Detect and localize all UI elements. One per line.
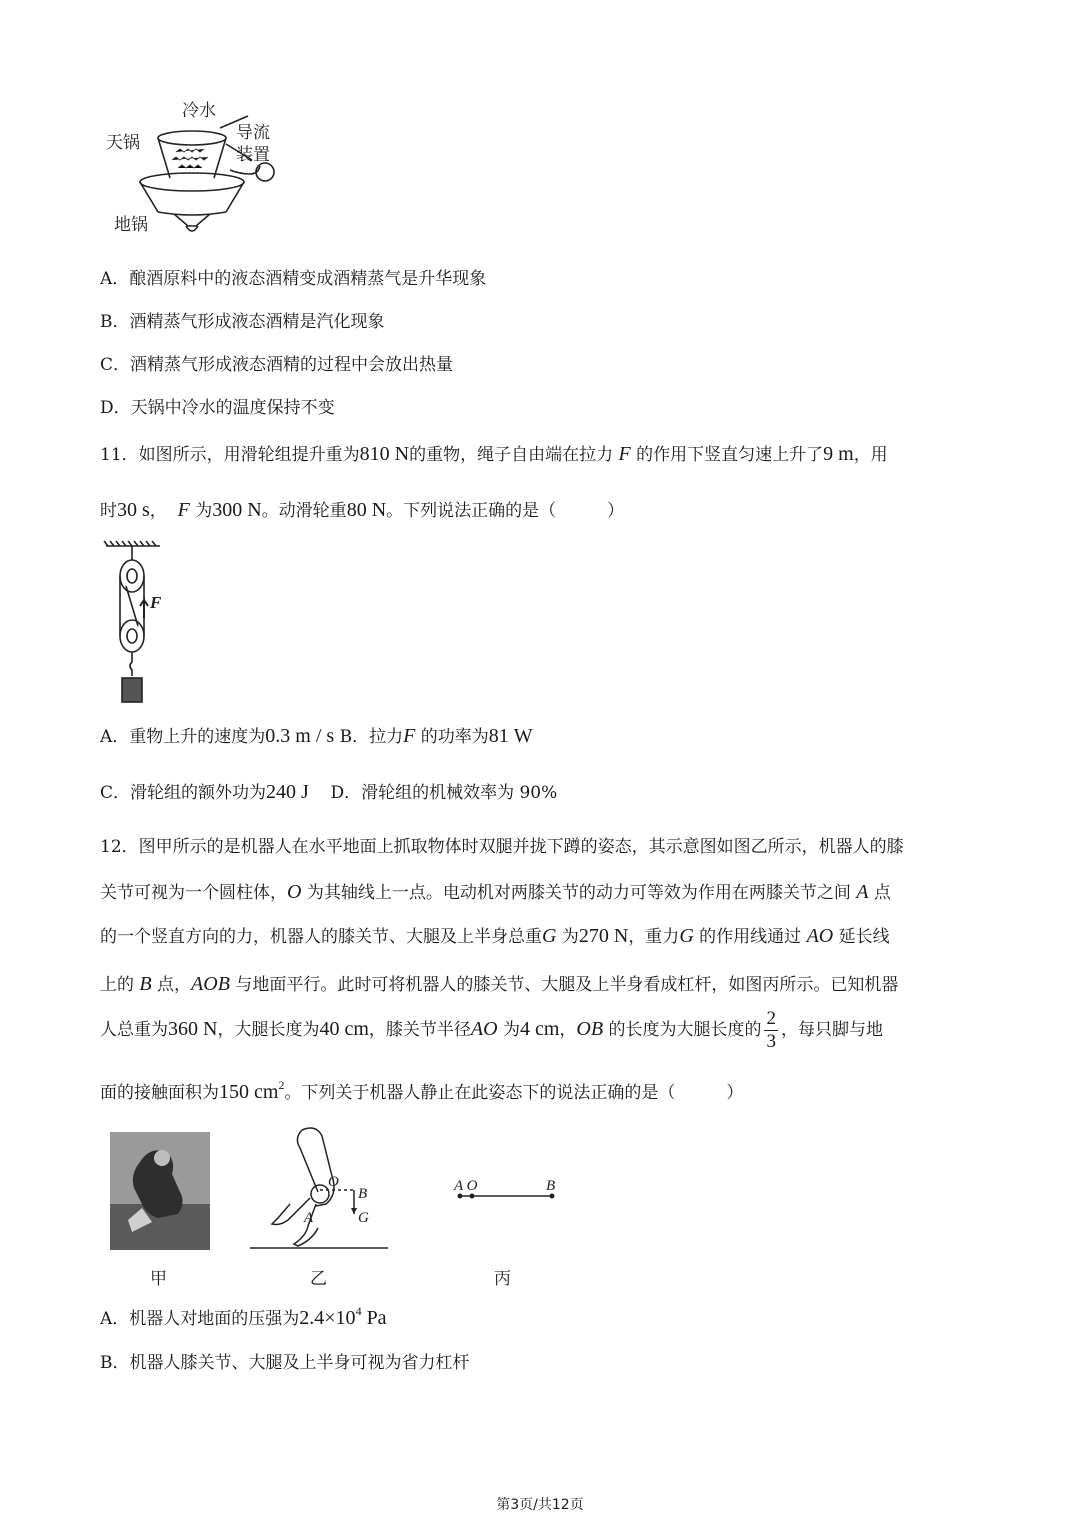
q12-stem-line3 (100, 922, 890, 948)
symbol-G: G (542, 925, 557, 947)
q11-force-symbol: F (177, 499, 190, 521)
q12-text: 为 (502, 1020, 520, 1040)
caption-bing: 丙 (494, 1269, 511, 1289)
label-top-pot: 天锅 (106, 133, 140, 153)
q12-text: 为其轴线上一点。电动机对两膝关节的动力可等效为作用在两膝关节之间 (306, 883, 851, 903)
q12-text: 点 (873, 883, 891, 903)
q11-options-cd (100, 778, 557, 804)
page-footer: 第3页/共12页 (496, 1497, 584, 1513)
q12-text: 的长度为大腿长度的 (608, 1020, 762, 1040)
q11-optB-value: 81 W (488, 725, 533, 747)
q12-stem-line5 (100, 1008, 883, 1053)
q12-text: 上的 (100, 975, 134, 995)
q12-text: 面的接触面积为 (100, 1083, 219, 1103)
label-guide: 导流 (236, 123, 270, 143)
q12-text: 为 (561, 927, 579, 947)
q10-option-c: C．酒精蒸气形成液态酒精的过程中会放出热量 (100, 355, 454, 375)
q12-text: ，重力 (628, 927, 680, 947)
label-A: A (304, 1210, 314, 1226)
q12-value-area: 150 cm (219, 1081, 279, 1103)
q12-text: A．机器人对地面的压强为 (100, 1309, 300, 1329)
q11-text: 如图所示，用滑轮组提升重为 (138, 445, 360, 465)
q12-stem-line1: 12．图甲所示的是机器人在水平地面上抓取物体时双腿并拢下蹲的姿态，其示意图如图乙所示，机器人的膝 (100, 837, 904, 857)
q12-text: ，每只脚与地 (780, 1020, 883, 1040)
q10-option-a: A．酿酒原料中的液态酒精变成酒精蒸气是升华现象 (100, 269, 487, 289)
symbol-AO: AO (470, 1018, 498, 1040)
fraction-denominator: 3 (766, 1031, 776, 1052)
q12-stem-line4 (100, 970, 898, 996)
q11-stem-line1 (100, 440, 888, 466)
label-device: 装置 (236, 145, 270, 165)
q12-text: ，大腿长度为 (217, 1020, 320, 1040)
symbol-A: A (856, 881, 869, 903)
caption-jia: 甲 (150, 1269, 167, 1289)
q11-text: 。动滑轮重 (261, 501, 347, 521)
label-AO: A O (454, 1178, 478, 1194)
caption-yi: 乙 (310, 1269, 327, 1289)
symbol-G: G (679, 925, 694, 947)
q11-text: B．拉力 (339, 727, 404, 747)
q12-text: 的作用线通过 (699, 927, 802, 947)
q11-pulley-weight: 80 N (346, 499, 387, 521)
q11-text: ，用 (853, 445, 888, 465)
q11-text: C．滑轮组的额外功为 (100, 783, 267, 803)
superscript: 4 (355, 1304, 362, 1318)
label-cold-water: 冷水 (182, 101, 216, 121)
q11-text: A．重物上升的速度为 (100, 727, 266, 747)
label-B: B (358, 1186, 368, 1202)
q11-force-symbol: F (618, 443, 631, 465)
label-F: F (150, 593, 162, 612)
q11-optA-value: 0.3 m / s (265, 725, 335, 747)
q12-text: 延长线 (838, 927, 890, 947)
pulley-diagram (100, 540, 180, 710)
q10-option-d: D．天锅中冷水的温度保持不变 (100, 398, 335, 418)
q11-text: D．滑轮组的机械效率为 90% (330, 783, 558, 803)
q12-value-270: 270 N (578, 925, 629, 947)
q11-text: 时 (100, 501, 117, 521)
q12-text: 人总重为 (100, 1020, 168, 1040)
q12-stem-line2 (100, 878, 891, 904)
symbol-OB: OB (576, 1018, 604, 1040)
q12-optA-value: 2.4×10 (299, 1307, 356, 1329)
q10-option-b: B．酒精蒸气形成液态酒精是汽化现象 (100, 312, 385, 332)
q11-text: 。下列说法正确的是（ ） (386, 501, 625, 521)
q11-weight: 810 N (359, 443, 410, 465)
symbol-B: B (139, 973, 152, 995)
q11-text: 的作用下竖直匀速上升了 (636, 445, 824, 465)
q11-text: ， (149, 501, 167, 521)
distillation-diagram (100, 96, 290, 238)
q11-text: 为 (195, 501, 213, 521)
q12-stem-line6 (100, 1078, 743, 1104)
label-bottom-pot: 地锅 (114, 215, 148, 235)
q11-text: 的重物，绳子自由端在拉力 (409, 445, 614, 465)
q12-value-40cm: 40 cm (319, 1018, 369, 1040)
robot-photo (110, 1132, 210, 1250)
label-B: B (546, 1178, 556, 1194)
q12-optA-unit: Pa (361, 1307, 387, 1329)
q12-value-4cm: 4 cm (519, 1018, 560, 1040)
q11-stem-line2 (100, 496, 624, 522)
q12-text: ， (559, 1020, 577, 1040)
q11-text: 的功率为 (420, 727, 489, 747)
symbol-O: O (287, 881, 302, 903)
label-G: G (358, 1210, 369, 1226)
fraction-numerator: 2 (766, 1008, 776, 1029)
q12-text: 与地面平行。此时可将机器人的膝关节、大腿及上半身看成杠杆，如图丙所示。已知机器 (235, 975, 899, 995)
q11-distance: 9 m (823, 443, 854, 465)
q12-text: 。下列关于机器人静止在此姿态下的说法正确的是（ ） (284, 1083, 744, 1103)
symbol-AO: AO (806, 925, 834, 947)
lever-diagram (450, 1170, 570, 1206)
q11-optC-value: 240 J (266, 781, 309, 803)
superscript: 2 (278, 1078, 285, 1092)
fraction-two-thirds (764, 1008, 778, 1053)
q12-text: 的一个竖直方向的力，机器人的膝关节、大腿及上半身总重 (100, 927, 542, 947)
q12-text: 点， (157, 975, 192, 995)
q12-text: 关节可视为一个圆柱体， (100, 883, 287, 903)
q11-number: 11． (100, 445, 139, 465)
q11-pull-force: 300 N (212, 499, 262, 521)
symbol-AOB: AOB (191, 973, 230, 995)
q12-value-360: 360 N (168, 1018, 218, 1040)
label-O: O (328, 1174, 339, 1190)
robot-schematic (250, 1124, 390, 1254)
q12-option-b: B．机器人膝关节、大腿及上半身可视为省力杠杆 (100, 1353, 470, 1373)
q12-text: ，膝关节半径 (368, 1020, 471, 1040)
q12-option-a (100, 1304, 387, 1330)
q11-options-ab (100, 722, 533, 748)
q11-time: 30 s (117, 499, 150, 521)
q11-force-symbol: F (403, 725, 416, 747)
